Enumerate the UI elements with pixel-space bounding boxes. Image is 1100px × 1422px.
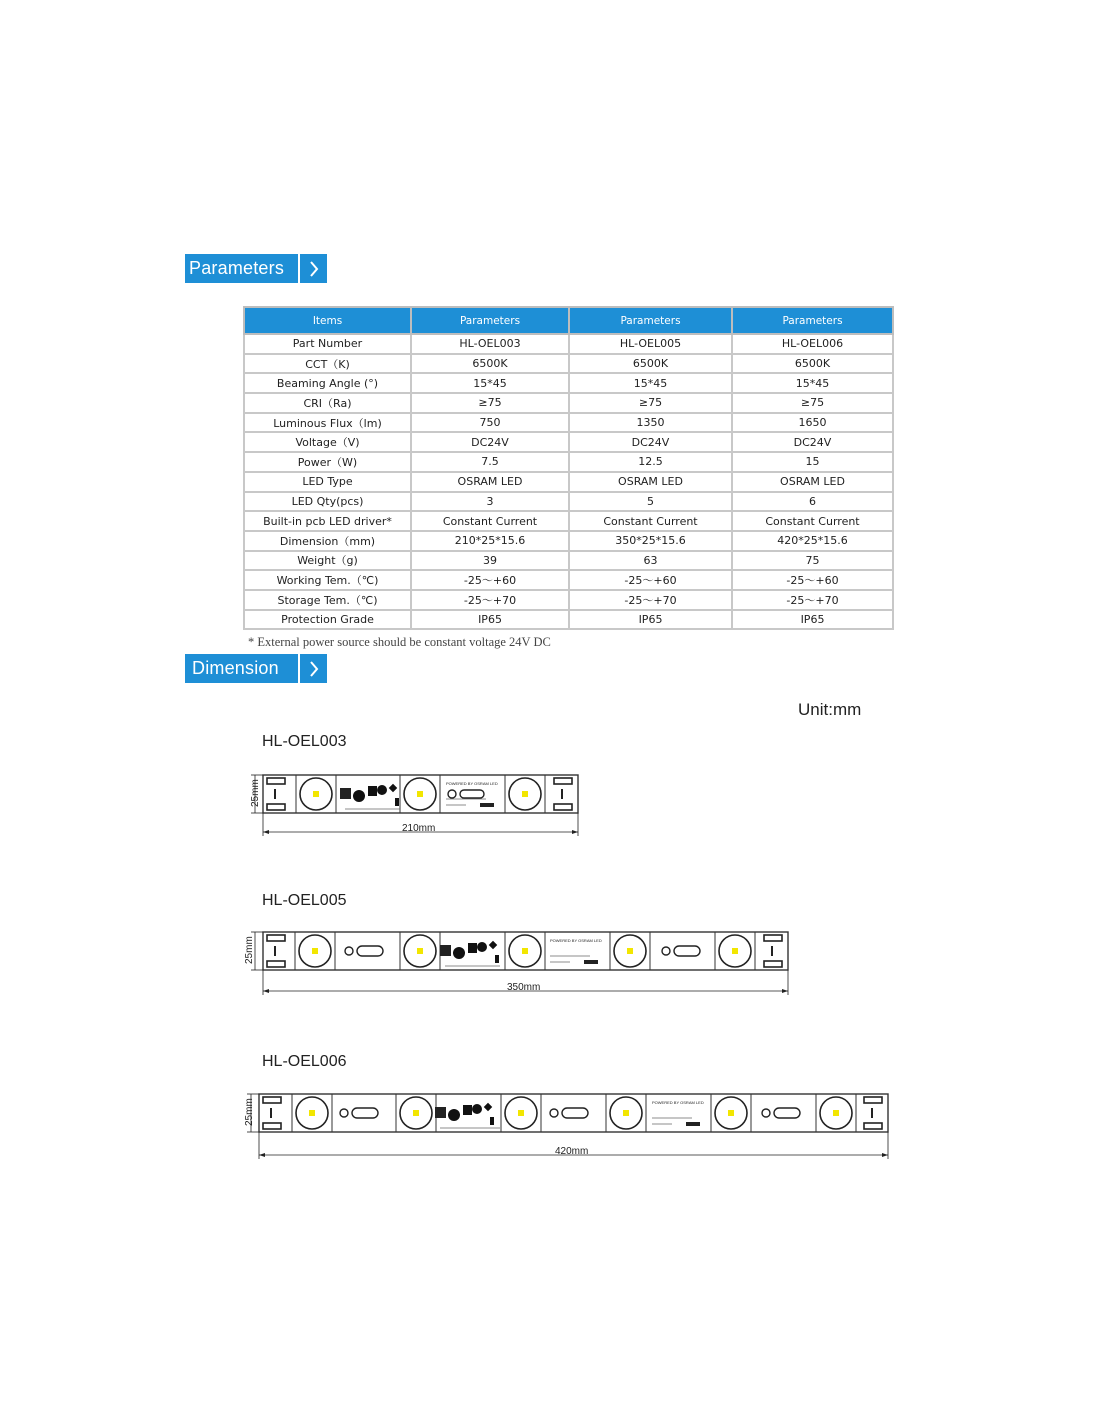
value-cell: -25～+60: [732, 570, 893, 590]
row-label-cell: Luminous Flux（lm): [244, 413, 411, 433]
led-chip: [417, 791, 423, 797]
row-label-cell: Storage Tem.（℃): [244, 590, 411, 610]
value-cell: -25～+60: [569, 570, 732, 590]
value-cell: OSRAM LED: [411, 472, 569, 492]
driver-chip: [340, 788, 351, 799]
value-cell: 75: [732, 551, 893, 571]
column-header: Parameters: [732, 307, 893, 334]
row-label-cell: CRI（Ra): [244, 393, 411, 413]
row-label-cell: Part Number: [244, 334, 411, 354]
height-label: 25mm: [244, 936, 255, 964]
row-label-cell: Weight（g): [244, 551, 411, 571]
led-module-drawing: [250, 775, 578, 836]
pcb-brand-text: POWERED BY OSRAM LED: [446, 781, 498, 786]
model-label: HL-OEL006: [262, 1053, 347, 1070]
led-chip: [413, 1110, 419, 1116]
driver-component: [495, 955, 499, 963]
value-cell: 39: [411, 551, 569, 571]
value-cell: 15*45: [411, 373, 569, 393]
ce-mark: [584, 960, 598, 964]
led-chip: [312, 948, 318, 954]
led-chip: [309, 1110, 315, 1116]
driver-component: [490, 1117, 494, 1125]
led-chip: [522, 948, 528, 954]
model-label: HL-OEL003: [262, 733, 347, 750]
value-cell: -25～+70: [569, 590, 732, 610]
unit-label: Unit:mm: [798, 700, 862, 719]
column-header: Items: [244, 307, 411, 334]
pcb-brand-text: POWERED BY OSRAM LED: [652, 1100, 704, 1105]
height-label: 25mm: [244, 1098, 255, 1126]
driver-component: [368, 786, 377, 796]
value-cell: 15: [732, 452, 893, 472]
value-cell: ≥75: [411, 393, 569, 413]
value-cell: 750: [411, 413, 569, 433]
driver-capacitor: [448, 1109, 460, 1121]
column-header: Parameters: [411, 307, 569, 334]
driver-component: [395, 798, 399, 806]
driver-component: [472, 1104, 482, 1114]
footnote: * External power source should be constant voltage 24V DC: [248, 635, 551, 649]
driver-component: [468, 943, 477, 953]
value-cell: ≥75: [732, 393, 893, 413]
row-label-cell: CCT（K): [244, 354, 411, 374]
value-cell: 12.5: [569, 452, 732, 472]
value-cell: ≥75: [569, 393, 732, 413]
value-cell: 1350: [569, 413, 732, 433]
row-label-cell: LED Qty(pcs): [244, 492, 411, 512]
height-label: 25mm: [250, 779, 261, 807]
module-outline: [259, 1094, 888, 1132]
led-module-drawing: [244, 1094, 888, 1159]
row-label-cell: LED Type: [244, 472, 411, 492]
value-cell: Constant Current: [569, 511, 732, 531]
ce-mark: [480, 803, 494, 807]
row-label-cell: Voltage（V): [244, 432, 411, 452]
driver-chip: [440, 945, 451, 956]
led-chip: [518, 1110, 524, 1116]
row-label-cell: Working Tem.（℃): [244, 570, 411, 590]
led-chip: [728, 1110, 734, 1116]
value-cell: -25～+70: [411, 590, 569, 610]
value-cell: Constant Current: [411, 511, 569, 531]
value-cell: OSRAM LED: [732, 472, 893, 492]
value-cell: 5: [569, 492, 732, 512]
value-cell: 7.5: [411, 452, 569, 472]
driver-component: [377, 785, 387, 795]
length-label: 420mm: [555, 1146, 589, 1157]
row-label-cell: Protection Grade: [244, 610, 411, 630]
row-label-cell: Power（W): [244, 452, 411, 472]
led-chip: [627, 948, 633, 954]
value-cell: IP65: [732, 610, 893, 630]
led-module-drawing: [244, 932, 788, 995]
length-label: 350mm: [507, 982, 541, 993]
value-cell: 3: [411, 492, 569, 512]
value-cell: 210*25*15.6: [411, 531, 569, 551]
value-cell: -25～+70: [732, 590, 893, 610]
driver-component: [477, 942, 487, 952]
value-cell: Constant Current: [732, 511, 893, 531]
value-cell: DC24V: [411, 432, 569, 452]
value-cell: 6500K: [411, 354, 569, 374]
model-label: HL-OEL005: [262, 892, 347, 909]
value-cell: HL-OEL006: [732, 334, 893, 354]
led-chip: [732, 948, 738, 954]
section-title: Dimension: [185, 654, 298, 683]
value-cell: DC24V: [569, 432, 732, 452]
value-cell: -25～+60: [411, 570, 569, 590]
value-cell: OSRAM LED: [569, 472, 732, 492]
value-cell: HL-OEL003: [411, 334, 569, 354]
row-label-cell: Beaming Angle (°): [244, 373, 411, 393]
led-chip: [623, 1110, 629, 1116]
row-label-cell: Built-in pcb LED driver*: [244, 511, 411, 531]
value-cell: IP65: [569, 610, 732, 630]
value-cell: 15*45: [732, 373, 893, 393]
value-cell: 6500K: [569, 354, 732, 374]
led-chip: [522, 791, 528, 797]
value-cell: 15*45: [569, 373, 732, 393]
value-cell: 350*25*15.6: [569, 531, 732, 551]
length-label: 210mm: [402, 823, 436, 834]
value-cell: DC24V: [732, 432, 893, 452]
driver-chip: [435, 1107, 446, 1118]
led-chip: [417, 948, 423, 954]
value-cell: 1650: [732, 413, 893, 433]
value-cell: IP65: [411, 610, 569, 630]
led-chip: [313, 791, 319, 797]
driver-capacitor: [353, 790, 365, 802]
value-cell: 6500K: [732, 354, 893, 374]
driver-capacitor: [453, 947, 465, 959]
section-title: Parameters: [185, 254, 298, 283]
pcb-brand-text: POWERED BY OSRAM LED: [550, 938, 602, 943]
led-chip: [833, 1110, 839, 1116]
ce-mark: [686, 1122, 700, 1126]
value-cell: HL-OEL005: [569, 334, 732, 354]
driver-component: [463, 1105, 472, 1115]
row-label-cell: Dimension（mm): [244, 531, 411, 551]
value-cell: 63: [569, 551, 732, 571]
value-cell: 6: [732, 492, 893, 512]
value-cell: 420*25*15.6: [732, 531, 893, 551]
column-header: Parameters: [569, 307, 732, 334]
